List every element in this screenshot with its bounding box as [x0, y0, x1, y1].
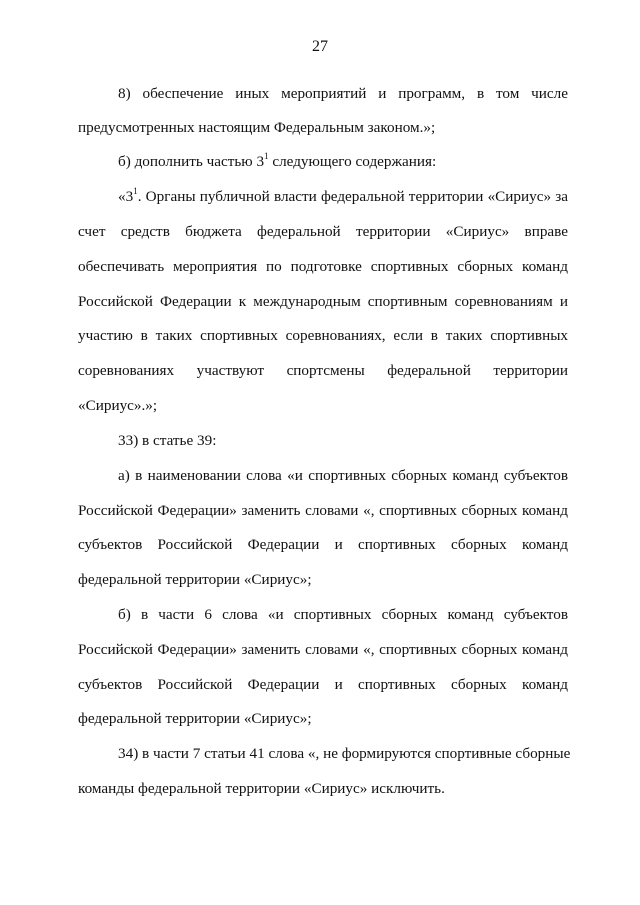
text-line: 33) в статье 39:: [118, 432, 217, 449]
text-segment: б) дополнить частью 3: [118, 153, 265, 170]
superscript: 1: [264, 151, 269, 161]
text-line: счет средств бюджета федеральной территории «Сириус» вправе: [78, 223, 568, 240]
text-line: [118, 152, 568, 172]
text-line: 34) в части 7 статьи 41 слова «, не формируются спортивные сборные: [118, 745, 571, 762]
text-line: федеральной территории «Сириус»;: [78, 710, 312, 727]
text-line: субъектов Российской Федерации и спортивных сборных команд: [78, 536, 568, 553]
text-line: субъектов Российской Федерации и спортивных сборных команд: [78, 676, 568, 693]
text-line: обеспечивать мероприятия по подготовке спортивных сборных команд: [78, 258, 568, 275]
text-line: федеральной территории «Сириус»;: [78, 571, 312, 588]
text-line: участию в таких спортивных соревнованиях, если в таких спортивных: [78, 327, 568, 344]
text-line: 8) обеспечение иных мероприятий и программ, в том числе: [118, 85, 568, 102]
text-line: а) в наименовании слова «и спортивных сборных команд субъектов: [118, 467, 568, 484]
superscript: 1: [133, 186, 138, 196]
text-line: предусмотренных настоящим Федеральным законом.»;: [78, 119, 436, 136]
text-line: [118, 187, 568, 207]
text-segment: следующего содержания:: [268, 153, 437, 170]
page-number: 27: [312, 38, 328, 55]
text-line: команды федеральной территории «Сириус» исключить.: [78, 780, 445, 797]
text-segment: . Органы публичной власти федеральной территории «Сириус» за: [137, 188, 568, 205]
text-line: Российской Федерации к международным спортивным соревнованиям и: [78, 293, 568, 310]
text-line: соревнованиях участвуют спортсмены федеральной территории: [78, 362, 568, 379]
text-line: Российской Федерации» заменить словами «, спортивных сборных команд: [78, 641, 568, 658]
text-segment: «3: [118, 188, 134, 205]
text-line: Российской Федерации» заменить словами «, спортивных сборных команд: [78, 502, 568, 519]
text-line: «Сириус».»;: [78, 397, 158, 414]
text-line: б) в части 6 слова «и спортивных сборных команд субъектов: [118, 606, 568, 623]
